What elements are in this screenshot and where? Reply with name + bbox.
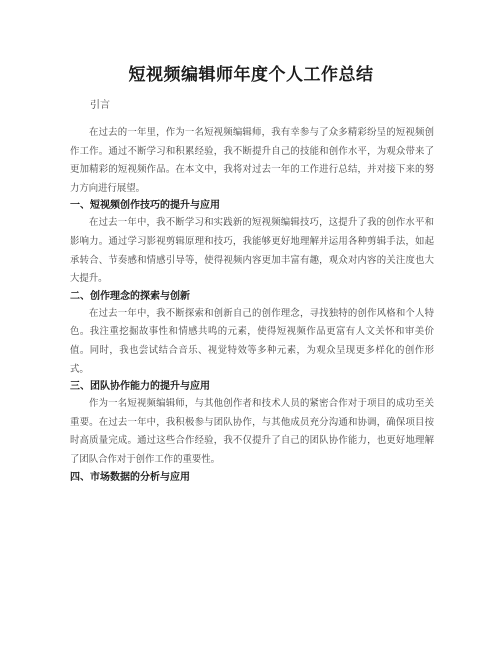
section-paragraph-1: 在过去一年中，我不断学习和实践新的短视频编辑技巧，这提升了我的创作水平和影响力。通过学习影视剪辑原理和技巧，我能够更好地理解并运用各种剪辑手法，如起承转合、节奏感和情感引导等，使得视频内容更加丰富有趣，观众对内容的关注度也大大提升。 (70, 217, 434, 285)
section-heading-4: 四、市场数据的分析与应用 (70, 471, 190, 483)
intro-paragraph: 在过去的一年里，作为一名短视频编辑师，我有幸参与了众多精彩纷呈的短视频创作工作。通过不断学习和积累经验，我不断提升自己的技能和创作水平，为观众带来了更加精彩的短视频作品。在本文中，我将对过去一年的工作进行总结，并对接下来的努力方向进行展望。 (70, 127, 434, 194)
section-paragraph-2: 在过去一年中，我不断探索和创新自己的创作理念，寻找独特的创作风格和个人特色。我注重挖掘故事性和情感共鸣的元素，使得短视频作品更富有人文关怀和审美价值。同时，我也尝试结合音乐、视觉特效等多种元素，为观众呈现更多样化的创作形式。 (70, 307, 434, 375)
section-heading-3: 三、团队协作能力的提升与应用 (70, 381, 210, 393)
document-title: 短视频编辑师年度个人工作总结 (128, 65, 374, 85)
section-heading-2: 二、创作理念的探索与创新 (70, 290, 190, 302)
section-heading-1: 一、短视频创作技巧的提升与应用 (70, 200, 220, 212)
document-body (70, 97, 434, 486)
intro-label: 引言 (90, 100, 110, 111)
section-paragraph-3: 作为一名短视频编辑师，与其他创作者和技术人员的紧密合作对于项目的成功至关重要。在过去一年中，我积极参与团队协作，与其他成员充分沟通和协调，确保项目按时高质量完成。通过这些合作经验，我不仅提升了自己的团队协作能力，也更好地理解了团队合作对于创作工作的重要性。 (70, 398, 434, 465)
